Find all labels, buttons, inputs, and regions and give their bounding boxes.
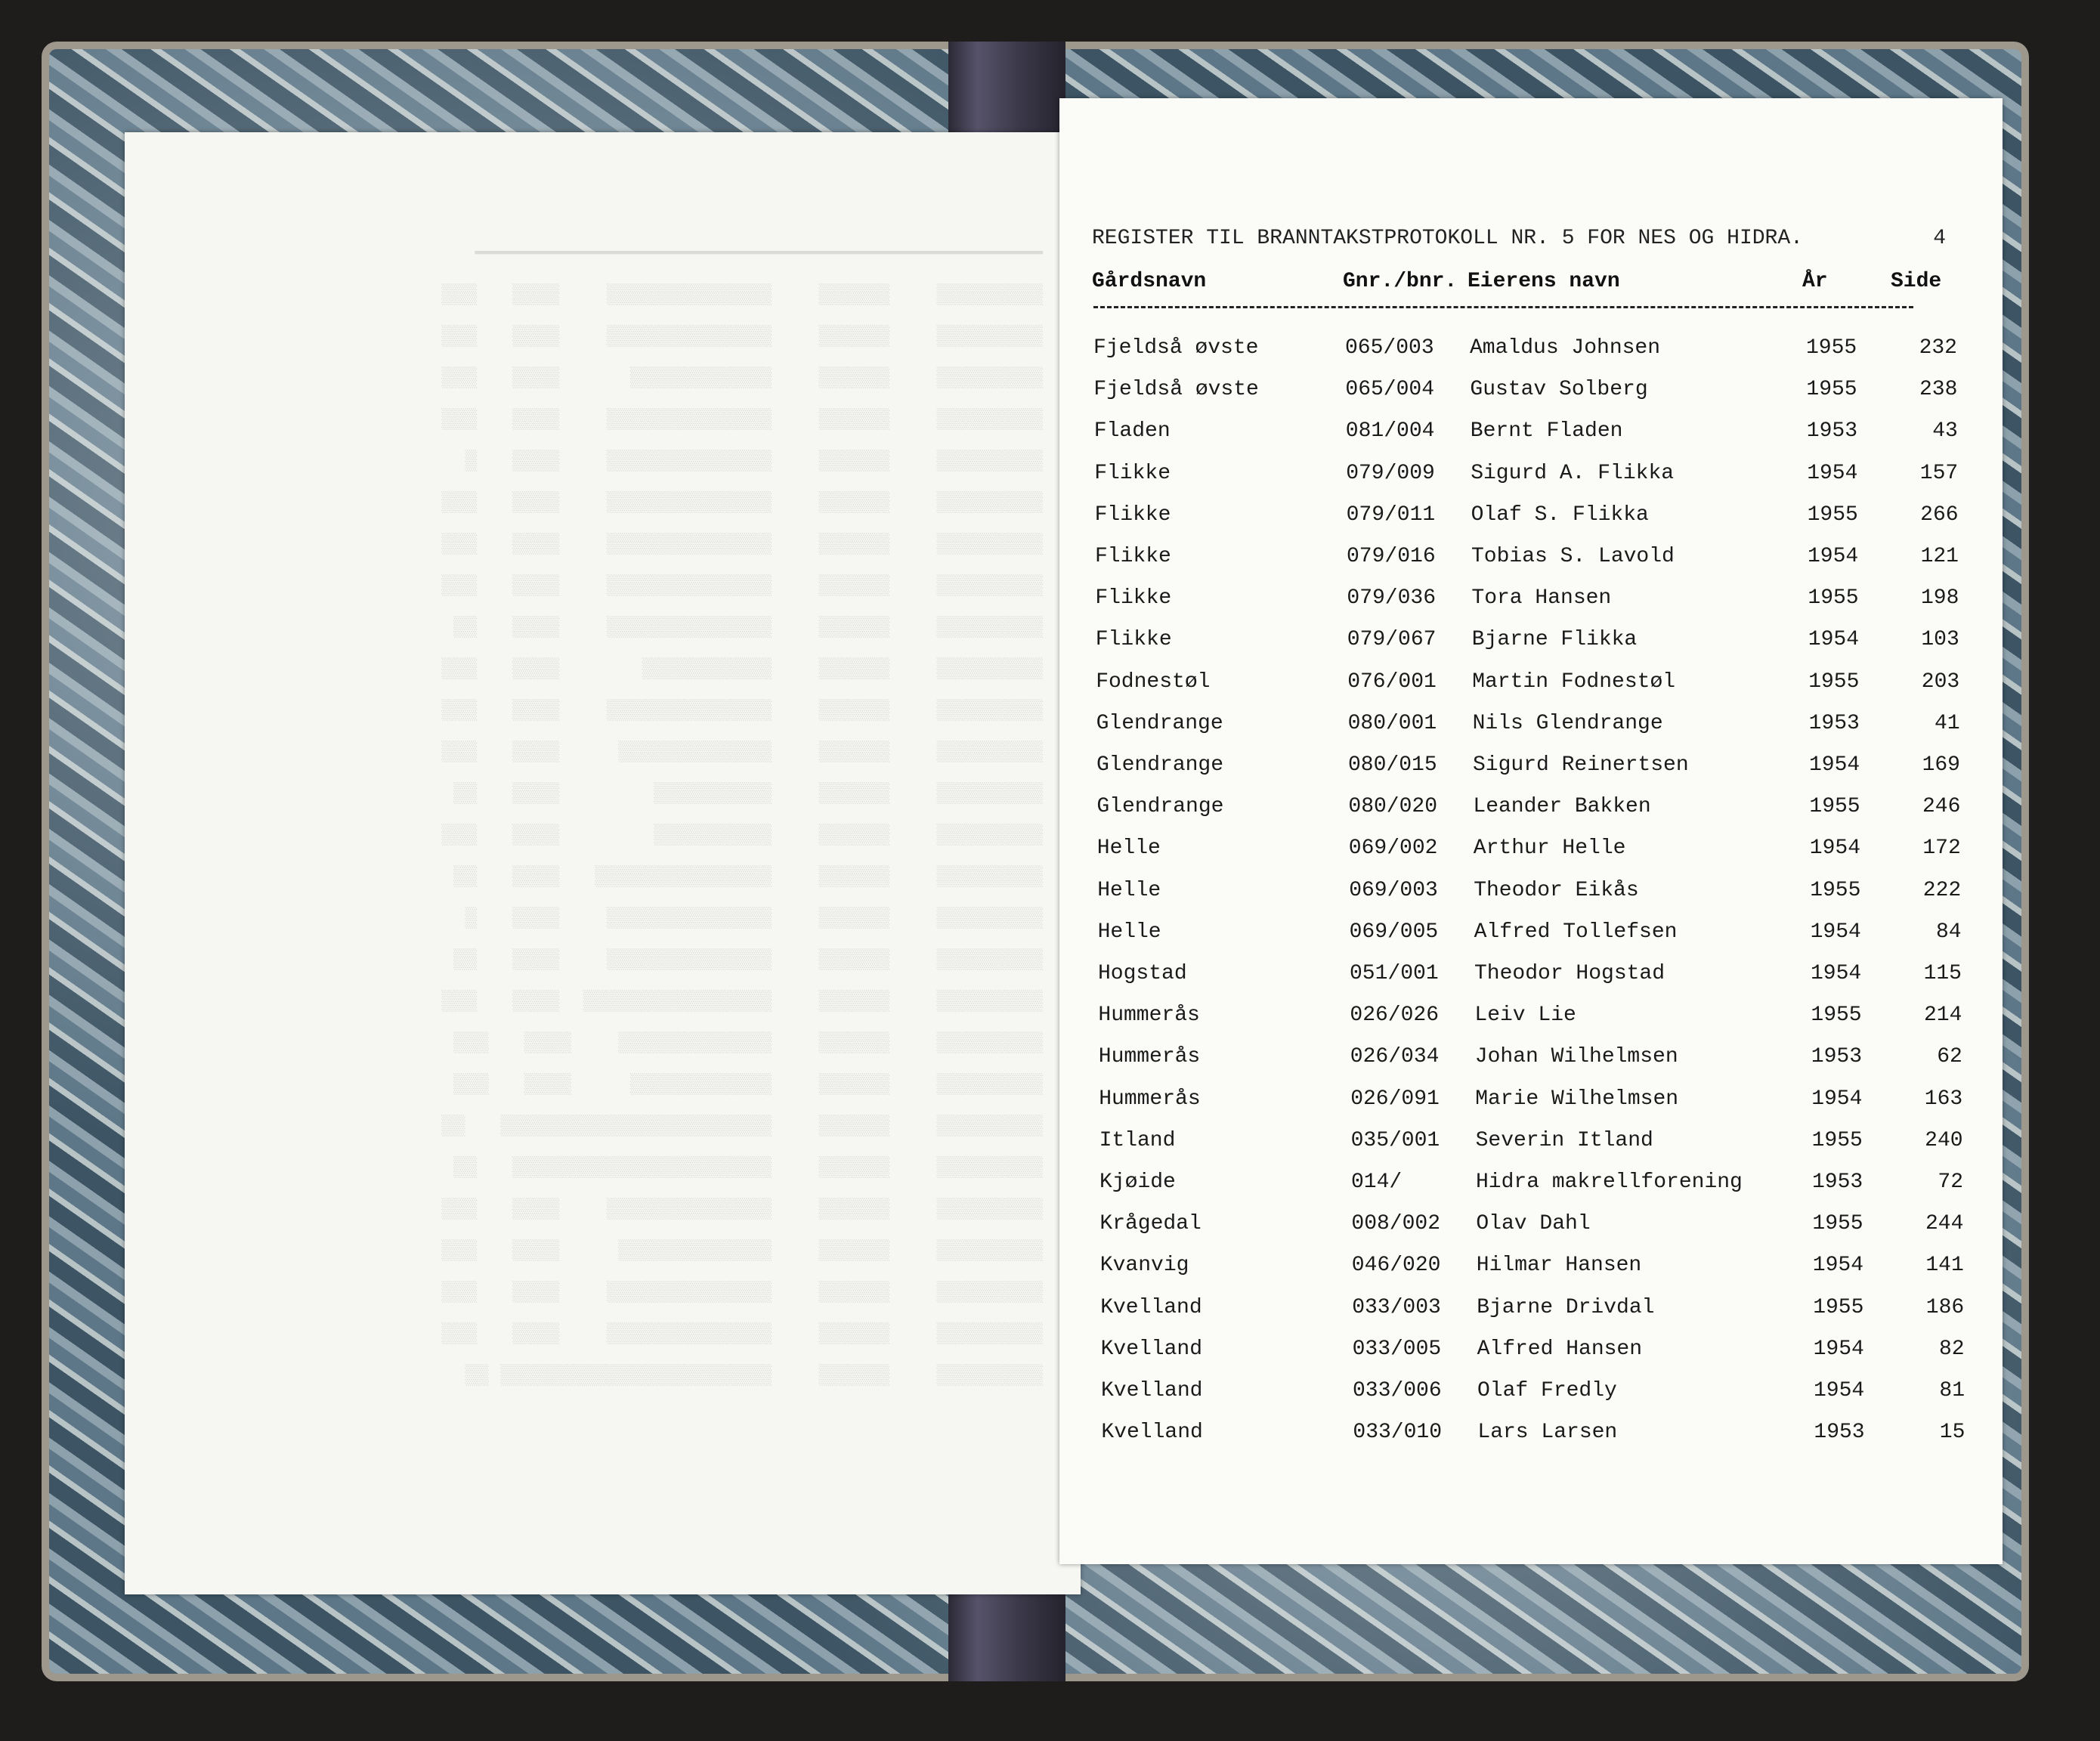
gnr-bnr-cell: 033/006 — [1353, 1379, 1442, 1402]
gnr-bnr-cell: 026/034 — [1350, 1045, 1440, 1069]
gnr-bnr-cell: 051/001 — [1350, 962, 1439, 985]
page-cell: 246 — [1922, 795, 1961, 819]
owner-cell: Bjarne Drivdal — [1477, 1295, 1655, 1319]
gnr-bnr-cell: 033/005 — [1352, 1337, 1442, 1361]
farm-cell: Fjeldså øvste — [1093, 378, 1259, 402]
left-page-bleedthrough: ━━━━━━━━━━━━━━━━━━━━━━━━━━━━━━━━━━━━━━━━━━━━━━━━ ▒▒▒▒▒▒▒▒▒ ▒▒▒▒▒▒ ▒▒▒▒▒▒▒▒▒▒▒▒▒▒ ▒▒▒▒ ▒▒▒ ▒▒▒▒▒▒▒▒▒ ▒▒▒▒▒▒ ▒▒▒▒▒▒▒▒▒▒▒▒▒▒ ▒▒▒▒ ▒▒▒ ▒▒▒▒▒▒▒▒▒ ▒▒▒▒▒▒ ▒▒▒▒▒▒▒▒▒▒▒▒ ▒▒▒▒ ▒▒▒ ▒▒▒▒▒▒▒▒▒ ▒▒▒▒▒▒ ▒▒▒▒▒▒▒▒▒▒▒▒▒▒ ▒▒▒▒ ▒▒▒ ▒▒▒▒▒▒▒▒▒ ▒▒▒▒▒▒ ▒▒▒▒▒▒▒▒▒▒▒▒▒▒ ▒▒▒▒ ▒ ▒▒▒▒▒▒▒▒▒ ▒▒▒▒▒▒ ▒▒▒▒▒▒▒▒▒▒▒▒▒▒ ▒▒▒▒ ▒▒▒ ▒▒▒▒▒▒▒▒▒ ▒▒▒▒▒▒ ▒▒▒▒▒▒▒▒▒▒▒▒▒▒ ▒▒▒▒ ▒▒▒ ▒▒▒▒▒▒▒▒▒ ▒▒▒▒▒▒ ▒▒▒▒▒▒▒▒▒▒▒▒▒▒ ▒▒▒▒ ▒▒▒ ▒▒▒▒▒▒▒▒▒ ▒▒▒▒▒▒ ▒▒▒▒▒▒▒▒▒▒▒▒▒▒ ▒▒▒▒ ▒▒ ▒▒▒▒▒▒▒▒▒ ▒▒▒▒▒▒ ▒▒▒▒▒▒▒▒▒▒▒ ▒▒▒▒ ▒▒▒ ▒▒▒▒▒▒▒▒▒ ▒▒▒▒▒▒ ▒▒▒▒▒▒▒▒▒▒▒▒▒▒ ▒▒▒▒ ▒▒▒ ▒▒▒▒▒▒▒▒▒ ▒▒▒▒▒▒ ▒▒▒▒▒▒▒▒▒▒▒▒▒ ▒▒▒▒ ▒▒▒ ▒▒▒▒▒▒▒▒▒ ▒▒▒▒▒▒ ▒▒▒▒▒▒▒▒▒▒ ▒▒▒▒ ▒▒ ▒▒▒▒▒▒▒▒▒ ▒▒▒▒▒▒ ▒▒▒▒▒▒▒▒▒▒ ▒▒▒▒ ▒▒▒ ▒▒▒▒▒▒▒▒▒ ▒▒▒▒▒▒ ▒▒▒▒▒▒▒▒▒▒▒▒▒▒▒ ▒▒▒▒ ▒▒ ▒▒▒▒▒▒▒▒▒ ▒▒▒▒▒▒ ▒▒▒▒▒▒▒▒▒▒▒▒▒▒ ▒▒▒▒ ▒ ▒▒▒▒▒▒▒▒▒ ▒▒▒▒▒▒ ▒▒▒▒▒▒▒▒▒▒▒▒▒▒ ▒▒▒▒ ▒▒ ▒▒▒▒▒▒▒▒▒ ▒▒▒▒▒▒ ▒▒▒▒▒▒▒▒▒▒▒▒▒▒▒▒ ▒▒▒▒ ▒▒▒ ▒▒▒▒▒▒▒▒▒ ▒▒▒▒▒▒ ▒▒▒▒▒▒▒▒▒▒▒▒▒ ▒▒▒▒ ▒▒▒ ▒▒▒▒▒▒▒▒▒ ▒▒▒▒▒▒ ▒▒▒▒▒▒▒▒▒▒▒▒ ▒▒▒▒ ▒▒▒ ▒▒▒▒▒▒▒▒▒ ▒▒▒▒▒▒ ▒▒▒▒▒▒▒▒▒▒▒▒▒▒▒▒▒▒▒▒▒▒▒ ▒▒ ▒▒▒▒▒▒▒▒▒ ▒▒▒▒▒▒ ▒▒▒▒▒▒▒▒▒▒▒▒▒▒▒▒▒▒▒▒▒▒ ▒▒ ▒▒▒▒▒▒▒▒▒ ▒▒▒▒▒▒ ▒▒▒▒▒▒▒▒▒▒▒▒▒▒ ▒▒▒▒ ▒▒▒ ▒▒▒▒▒▒▒▒▒ ▒▒▒▒▒▒ ▒▒▒▒▒▒▒▒▒▒▒▒▒ ▒▒▒▒ ▒▒▒ ▒▒▒▒▒▒▒▒▒ ▒▒▒▒▒▒ ▒▒▒▒▒▒▒▒▒▒▒▒▒▒ ▒▒▒▒ ▒▒▒ ▒▒▒▒▒▒▒▒▒ ▒▒▒▒▒▒ ▒▒▒▒▒▒▒▒▒▒▒▒▒▒ ▒▒▒▒ ▒▒▒ ▒▒▒▒▒▒▒▒▒ ▒▒▒▒▒▒ ▒▒▒▒▒▒▒▒▒▒▒▒▒▒▒▒▒▒▒▒▒▒▒ ▒▒ — [441, 243, 1043, 1387]
page-cell: 266 — [1920, 503, 1959, 527]
owner-cell: Alfred Hansen — [1477, 1337, 1643, 1361]
gnr-bnr-cell: 065/003 — [1345, 336, 1434, 360]
owner-cell: Sigurd Reinertsen — [1473, 753, 1689, 777]
year-cell: 1955 — [1812, 1212, 1863, 1236]
gnr-bnr-cell: 008/002 — [1351, 1212, 1441, 1236]
page-cell: 172 — [1922, 836, 1961, 861]
year-cell: 1955 — [1808, 669, 1860, 694]
year-cell: 1954 — [1813, 1337, 1864, 1361]
year-cell: 1955 — [1809, 795, 1860, 819]
owner-cell: Tobias S. Lavold — [1471, 545, 1675, 568]
table-row — [0, 1421, 2100, 1462]
farm-cell: Kvelland — [1100, 1295, 1202, 1319]
gnr-bnr-cell: 079/036 — [1347, 586, 1437, 611]
year-cell: 1955 — [1811, 1003, 1862, 1028]
table-row — [0, 462, 2100, 503]
page-cell: 84 — [1935, 920, 1962, 944]
table-row — [0, 920, 2100, 962]
farm-cell: Flikke — [1094, 461, 1171, 485]
owner-cell: Olaf Fredly — [1477, 1379, 1617, 1402]
gnr-bnr-cell: 033/010 — [1353, 1421, 1443, 1445]
gnr-bnr-cell: 076/001 — [1347, 669, 1437, 694]
page-cell: 72 — [1938, 1170, 1963, 1194]
table-row — [0, 545, 2100, 586]
year-cell: 1955 — [1806, 336, 1857, 360]
page-cell: 163 — [1924, 1087, 1963, 1111]
year-cell: 1953 — [1811, 1045, 1863, 1069]
table-row — [0, 1170, 2100, 1212]
year-cell: 1955 — [1806, 378, 1857, 402]
table-row — [0, 795, 2100, 836]
document-title: REGISTER TIL BRANNTAKSTPROTOKOLL NR. 5 FOR NES OG HIDRA. — [1092, 227, 1803, 250]
gnr-bnr-cell: 080/020 — [1348, 795, 1438, 819]
farm-cell: Flikke — [1095, 545, 1171, 568]
farm-cell: Krågedal — [1099, 1212, 1202, 1236]
table-row — [0, 1087, 2100, 1129]
owner-cell: Bjarne Flikka — [1471, 628, 1638, 652]
page-cell: 121 — [1920, 545, 1959, 568]
farm-cell: Helle — [1096, 836, 1161, 861]
table-row — [0, 1296, 2100, 1337]
table-row — [0, 670, 2100, 712]
gnr-bnr-cell: 069/005 — [1349, 920, 1439, 944]
page-cell: 222 — [1922, 878, 1962, 902]
table-row — [0, 336, 2100, 378]
gnr-bnr-cell: 065/004 — [1345, 378, 1435, 402]
table-row — [0, 1379, 2100, 1421]
gnr-bnr-cell: 080/001 — [1347, 711, 1437, 735]
owner-cell: Gustav Solberg — [1470, 378, 1648, 402]
year-cell: 1955 — [1807, 503, 1858, 527]
page-cell: 43 — [1932, 419, 1958, 444]
farm-cell: Flikke — [1095, 586, 1172, 611]
owner-cell: Marie Wilhelmsen — [1475, 1087, 1679, 1111]
column-header-year: År — [1802, 270, 1828, 293]
owner-cell: Olav Dahl — [1476, 1212, 1591, 1236]
year-cell: 1954 — [1809, 836, 1861, 861]
year-cell: 1954 — [1814, 1379, 1865, 1402]
page-cell: 238 — [1919, 378, 1958, 402]
table-row — [0, 503, 2100, 545]
page-cell: 103 — [1921, 628, 1959, 652]
farm-cell: Fjeldså øvste — [1093, 336, 1259, 360]
year-cell: 1953 — [1808, 711, 1860, 735]
column-header-page: Side — [1891, 270, 1942, 293]
page-cell: 15 — [1939, 1421, 1965, 1445]
page-cell: 62 — [1937, 1045, 1962, 1069]
page-cell: 141 — [1925, 1254, 1964, 1278]
gnr-bnr-cell: 014/ — [1351, 1170, 1403, 1194]
farm-cell: Itland — [1099, 1128, 1176, 1152]
year-cell: 1953 — [1812, 1170, 1863, 1194]
table-row — [0, 879, 2100, 920]
farm-cell: Flikke — [1094, 503, 1171, 527]
page-cell: 198 — [1920, 586, 1959, 611]
year-cell: 1954 — [1810, 920, 1861, 944]
owner-cell: Lars Larsen — [1477, 1421, 1618, 1445]
gnr-bnr-cell: 026/091 — [1350, 1087, 1440, 1111]
owner-cell: Nils Glendrange — [1472, 711, 1663, 735]
gnr-bnr-cell: 079/067 — [1347, 628, 1437, 652]
owner-cell: Severin Itland — [1475, 1128, 1653, 1152]
table-row — [0, 1129, 2100, 1170]
table-row — [0, 836, 2100, 878]
gnr-bnr-cell: 046/020 — [1351, 1254, 1441, 1278]
page-cell: 214 — [1923, 1003, 1962, 1028]
page-cell: 169 — [1922, 753, 1960, 777]
year-cell: 1954 — [1809, 753, 1860, 777]
page-number: 4 — [1933, 227, 1946, 250]
column-header-owner: Eierens navn — [1468, 270, 1620, 293]
page-cell: 41 — [1934, 711, 1960, 735]
table-row — [0, 1003, 2100, 1045]
farm-cell: Fodnestøl — [1096, 669, 1211, 694]
owner-cell: Hidra makrellforening — [1476, 1170, 1743, 1194]
farm-cell: Helle — [1097, 920, 1161, 944]
gnr-bnr-cell: 079/016 — [1347, 545, 1436, 568]
year-cell: 1953 — [1806, 419, 1858, 444]
farm-cell: Kvelland — [1101, 1421, 1203, 1445]
page-cell: 115 — [1923, 962, 1962, 985]
page-cell: 186 — [1925, 1295, 1965, 1319]
farm-cell: Hummerås — [1098, 1003, 1200, 1028]
gnr-bnr-cell: 069/002 — [1348, 836, 1438, 861]
page-cell: 157 — [1919, 461, 1959, 485]
farm-cell: Hummerås — [1099, 1087, 1201, 1111]
gnr-bnr-cell: 033/003 — [1352, 1295, 1441, 1319]
year-cell: 1954 — [1812, 1254, 1864, 1278]
owner-cell: Leiv Lie — [1474, 1003, 1576, 1028]
table-row — [0, 712, 2100, 753]
owner-cell: Martin Fodnestøl — [1472, 669, 1676, 694]
owner-cell: Leander Bakken — [1473, 795, 1651, 819]
owner-cell: Olaf S. Flikka — [1471, 503, 1649, 527]
table-row — [0, 586, 2100, 628]
table-row — [0, 628, 2100, 669]
farm-cell: Kvelland — [1101, 1379, 1203, 1402]
page-cell: 244 — [1925, 1212, 1964, 1236]
page-cell: 81 — [1939, 1379, 1965, 1402]
gnr-bnr-cell: 035/001 — [1350, 1128, 1440, 1152]
page-cell: 82 — [1938, 1337, 1965, 1361]
owner-cell: Theodor Hogstad — [1474, 962, 1665, 985]
owner-cell: Tora Hansen — [1471, 586, 1612, 611]
owner-cell: Hilmar Hansen — [1476, 1254, 1642, 1278]
year-cell: 1954 — [1808, 545, 1859, 568]
page-cell: 232 — [1919, 336, 1957, 360]
page-cell: 203 — [1921, 669, 1960, 694]
year-cell: 1955 — [1813, 1295, 1864, 1319]
owner-cell: Alfred Tollefsen — [1474, 920, 1678, 944]
year-cell: 1955 — [1810, 878, 1861, 902]
table-row — [0, 378, 2100, 419]
farm-cell: Hummerås — [1098, 1045, 1201, 1069]
farm-cell: Glendrange — [1096, 753, 1224, 777]
owner-cell: Sigurd A. Flikka — [1471, 461, 1675, 485]
gnr-bnr-cell: 081/004 — [1345, 419, 1435, 444]
year-cell: 1955 — [1811, 1128, 1863, 1152]
owner-cell: Bernt Fladen — [1470, 419, 1623, 444]
farm-cell: Fladen — [1093, 419, 1171, 444]
owner-cell: Amaldus Johnsen — [1470, 336, 1661, 360]
table-row — [0, 419, 2100, 461]
table-row — [0, 1337, 2100, 1379]
gnr-bnr-cell: 079/009 — [1346, 461, 1435, 485]
table-row — [0, 753, 2100, 795]
table-row — [0, 1045, 2100, 1087]
owner-cell: Arthur Helle — [1473, 836, 1626, 861]
table-row — [0, 1212, 2100, 1254]
gnr-bnr-cell: 079/011 — [1346, 503, 1436, 527]
farm-cell: Hogstad — [1098, 962, 1187, 985]
farm-cell: Glendrange — [1096, 711, 1223, 735]
gnr-bnr-cell: 069/003 — [1349, 878, 1438, 902]
farm-cell: Kjøide — [1099, 1170, 1176, 1194]
owner-cell: Johan Wilhelmsen — [1474, 1045, 1678, 1069]
table-row — [0, 1254, 2100, 1295]
farm-cell: Helle — [1097, 878, 1161, 902]
owner-cell: Theodor Eikås — [1474, 878, 1639, 902]
farm-cell: Flikke — [1095, 628, 1172, 652]
page-cell: 240 — [1925, 1128, 1963, 1152]
column-header-gnr-bnr: Gnr./bnr. — [1343, 270, 1458, 293]
year-cell: 1954 — [1811, 1087, 1863, 1111]
table-row — [0, 962, 2100, 1003]
year-cell: 1955 — [1808, 586, 1859, 611]
year-cell: 1954 — [1807, 461, 1858, 485]
farm-cell: Glendrange — [1096, 795, 1224, 819]
year-cell: 1953 — [1814, 1421, 1865, 1445]
gnr-bnr-cell: 080/015 — [1348, 753, 1437, 777]
column-header-farm: Gårdsnavn — [1092, 270, 1207, 293]
year-cell: 1954 — [1811, 962, 1862, 985]
farm-cell: Kvelland — [1100, 1337, 1203, 1361]
farm-cell: Kvanvig — [1099, 1254, 1189, 1278]
gnr-bnr-cell: 026/026 — [1350, 1003, 1440, 1028]
year-cell: 1954 — [1808, 628, 1860, 652]
